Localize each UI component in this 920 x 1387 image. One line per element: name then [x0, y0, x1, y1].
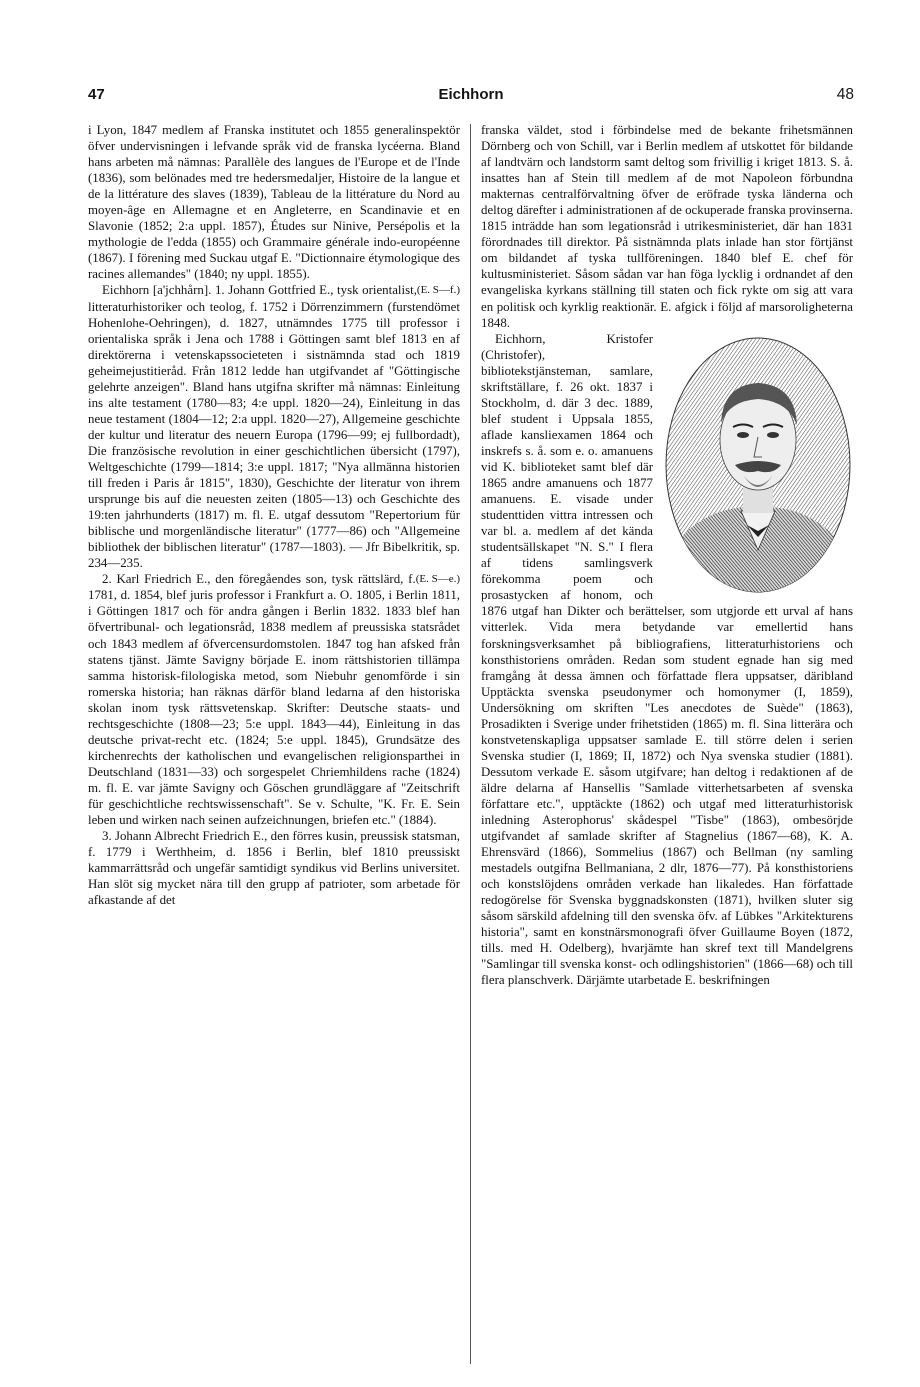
column-divider — [470, 124, 471, 1364]
entry-continuation-right: franska väldet, stod i förbindelse med de bekante frihetsmännen Dörnberg och von Schill, var i Berlin medlem af utskottet för bildande af landtvärn och landstorm samt deltog som frivillig i kriget 1813. S. å. insattes han af Stein till medlem af de mot Napoleon förbundna makternas centralförvaltning öfver de eröfrade tyska länderna och deltog därefter i administrationen af de ockuperade franska provinserna. 1815 inträdde han som legationsråd i utrikesministeriet, där han 1831 förordnades till direktor. På sistnämnda plats inlade han stor förtjänst om bildandet af tyska tullföreningen. 1840 blef E. chef för kultusministeriet. Såsom sådan var han föga lycklig i ordnandet af den evangeliska kyrkans ställning till staten och fick rykte om sig att vara en politisk och kyrklig reaktionär. E. afgick i följd af marsoroligheterna 1848. — [481, 123, 853, 330]
portrait-image — [663, 335, 853, 595]
right-column — [481, 122, 853, 1362]
author-signature: (E. S—e.) — [415, 573, 460, 586]
author-signature: (E. S—f.) — [416, 284, 460, 297]
entry-johann-albrecht: 3. Johann Albrecht Friedrich E., den förres kusin, preussisk statsman, f. 1779 i Werthheim, d. 1856 i Berlin, blef 1810 preussiskt kammarrättsråd och ungefär samtidigt syndikus vid Berlins universitet. Han slöt sig mycket nära till den grupp af patrioter, som arbetade för afkastande af det — [88, 829, 460, 908]
entry-eichhorn-kristofer: Eichhorn, Kristofer (Christofer), bibliotekstjänsteman, samlare, skriftställare, f. 26 okt. 1837 i Stockholm, d. där 3 dec. 1889, blef student i Uppsala 1855, aflade kansliexamen 1864 och inskrefs s. å. som e. o. amanuens vid K. biblioteket samt blef där 1865 andre amanuens och 1877 amanuens. E. visade under studenttiden vittra intressen och var bl. a. medlem af det kända studentsällskapet "N. S." I flera af tidens samlingsverk förekomma poem och prosastycken af honom, och 1876 utgaf han Dikter och berättelser, som utgjorde ett urval af hans vitterlek. Vida mera betydande var emellertid hans forskningsverksamhet på bibliografiens, litteraturhistoriens och konsthistoriens områden. Redan som student egnade han sig med framgång åt dessa ämnen och författade flera uppsatser, däribland Upptäckta svenska pseudonymer och homonymer (I, 1859), Undersökning om skriften "Les anecdotes de Suède" (1863), Prosadikten i Sverige under frihetstiden (1865) m. fl. Sina litterära och konstvetenskapliga uppsatser samlade E. till större delen i serien Svenska studier (I, 1869; II, 1872) och Nya svenska studier (1881). Dessutom verkade E. såsom utgifvare; han deltog i redaktionen af de äldre delarna af Hansellis "Samlade vitterhetsarbeten af svenska författare etc.", upptäckte (1862) och utgaf med litteraturhistorisk inledning Asterophorus' skådespel "Tisbe" (1863), ombesörjde utgifvandet af samlade skrifter af Stagnelius (1867—68), K. A. Ehrensvärd (1866), Sommelius (1867) och Bellman (ny samling mestadels outgifna Bellmaniana, 2 dlr, 1876—77). På konsthistoriens och konstslöjdens områden verkade han likaledes. Han författade redogörelse för Svenska byggnadskonsten (1871), hvilken sluter sig såsom särskild afdelning till den svenska öfv. af Lübkes "Arkitekturens historia", samt en konstnärsmonografi öfver Guillaume Boyen (1872, tills. med H. Odelberg), hvarjämte han skref text till Mandelgrens "Samlingar till svenska konst- och odlingshistorien" (1866—68) och till flera planschverk. Därjämte utarbetade E. beskrifningen — [481, 331, 853, 988]
left-column — [88, 122, 460, 1362]
page-number-left: 47 — [88, 86, 105, 103]
page-number-right: 48 — [836, 86, 854, 103]
running-headword: Eichhorn — [438, 86, 504, 103]
page-header — [88, 86, 854, 108]
portrait-engraving — [663, 335, 853, 595]
entry-karl-friedrich: 2. Karl Friedrich E., den föregåendes son, tysk rättslärd, f. 1781, d. 1854, blef juris professor i Frankfurt a. O. 1805, i Berlin 1811, i Göttingen 1817 och för andra gången i Berlin 1832. 1833 blef han öfvertribunal- och legationsråd, 1838 medlem af preussiska statsrådet och 1843 medlem af öfvercensurdomstolen. 1847 tog han afsked från statens tjänst. Jämte Savigny började E. inom rättshistorien tillämpa samma historisk-filologiska metod, som Niebuhr genomförde i sin romerska historia; han räknas därför bland ledarna af den historiska skolan inom tysk rättsvetenskap. Skrifter: Deutsche staats- und rechtsgeschichte (1808—23; 5:e uppl. 1843—44), Einleitung in das deutsche privat-recht etc. (1824; 5:e uppl. 1845), Grundsätze des kirchenrechts der katholischen und evangelischen religionsparthei in Deutschland (1831—33) och sorgespelet Chriemhildens rache (1824) m. fl. E. var jämte Savigny och Göschen grundläggare af "Zeitschrift für geschichtliche rechtswissenschaft". Se v. Schulte, "K. Fr. E. Sein leben und wirken nach seinen aufzeichnungen, briefen etc." (1884). — [88, 572, 460, 828]
entry-eichhorn-johann-gottfried: Eichhorn [a'jchhårn]. 1. Johann Gottfried E., tysk orientalist, litteraturhistoriker och teolog, f. 1752 i Dörrenzimmern (furstendömet Hohenlohe-Oehringen), d. 1827, utnämndes 1775 till professor i orientaliska språk i Jena och 1788 i Göttingen samt blef 1813 en af direktörerna i vetenskapssocieteten i sistnämnda stad och 1819 geheimejustitieråd. Från 1812 ledde han utgifvandet af "Göttingische gelehrte anzeigen". Bland hans utgifna skrifter må nämnas: Einleitung ins alte testament (1780—83; 4:e uppl. 1820—24), Einleitung in das neue testament (1804—12; 2:a uppl. 1820—27), Allgemeine geschichte der kultur und literatur des neuern Europa (1796—99; ej fullbordadt), Die französische revolution in einer geschichtlichen übersicht (1797), Weltgeschichte (1799—1814; 3:e uppl. 1817; "Nya allmänna historien till freden i Paris år 1815", 1830), Geschichte der literatur von ihrem ursprunge bis auf die neuesten zeiten (1805—13) och Geschichte des 19:ten jahrhunderts (1817) m. fl. E. utgaf dessutom "Repertorium für biblische und morgenländische literatur" (1777—86) och "Allgemeine bibliothek der biblischen literatur" (1787—1803). — Jfr Bibelkritik, sp. 234—235. — [88, 283, 460, 571]
entry-continuation: i Lyon, 1847 medlem af Franska institutet och 1855 generalinspektör öfver undervisningen i lefvande språk vid de franska lycéerna. Bland hans arbeten må nämnas: Parallèle des langues de l'Europe et de l'Inde (1836), som belönades med tre hedersmedaljer, Histoire de la langue et de la littérature des slaves (1839), Tableau de la littérature du Nord au moyen-âge en Allemagne et en Angleterre, en Scandinavie et en Slavonie (1852; 2:a uppl. 1857), Études sur Ninive, Persépolis et la mythologie de l'edda (1855) och Grammaire générale indo-européenne (1867). I förening med Suckau utgaf E. "Dictionnaire étymologique des racines allemandes" (1840; ny uppl. 1855). — [88, 123, 460, 282]
